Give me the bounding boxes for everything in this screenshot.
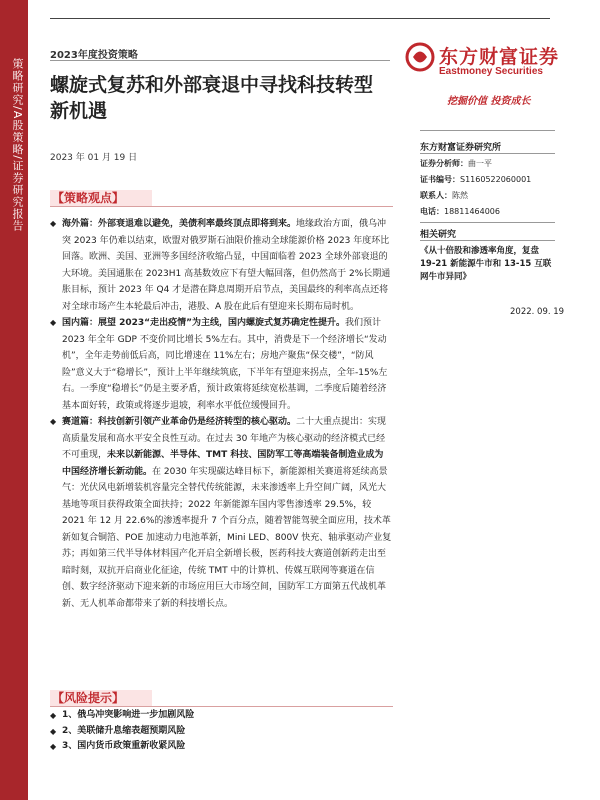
strategy-paragraph-overseas — [50, 216, 392, 315]
report-type: 2023年度投资策略 — [50, 50, 138, 61]
bullet-icon: ◆ — [50, 219, 57, 228]
strategy-paragraph-domestic — [50, 315, 392, 414]
strategy-heading-rule — [50, 206, 393, 207]
research-institute: 东方财富证券研究所 — [420, 143, 502, 153]
risk-list — [50, 708, 392, 755]
bullet-icon: ◆ — [50, 726, 57, 736]
right-top-rule — [420, 130, 555, 131]
right-related-head-rule — [420, 240, 555, 241]
strategy-heading: 【策略观点】 — [50, 190, 152, 206]
paragraph-emphasis: 未来以新能源、半导体、TMT 科技、国防军工等高端装备制造业成为中国经济增长新动能。 — [62, 450, 384, 477]
related-report-link[interactable]: 《从十倍股和渗透率角度，复盘 19-21 新能源牛市和 13-15 互联网牛市异同》 — [420, 246, 552, 282]
brand-logo — [405, 40, 585, 78]
risk-item: ◆ 1、俄乌冲突影响进一步加剧风险 — [62, 708, 392, 724]
report-date: 2023 年 01 月 19 日 — [50, 153, 138, 163]
risk-item: ◆ 3、国内货币政策重新收紧风险 — [62, 739, 392, 755]
paragraph-text: 二十大重点提出：实现高质量发展和高水平安全良性互动。在过去 30 年地产为核心驱动的经济模式已经不可重现， — [62, 417, 387, 460]
risk-item: ◆ 2、美联储升息缩表超预期风险 — [62, 724, 392, 740]
bullet-icon: ◆ — [50, 318, 57, 327]
contact-name: 陈然 — [452, 191, 468, 200]
paragraph-lead: 海外篇：外部衰退难以避免，美债利率最终顶点即将到来。 — [62, 219, 297, 229]
bullet-icon: ◆ — [50, 711, 57, 720]
related-heading: 相关研究 — [420, 230, 457, 240]
contact-line: 联系人：陈然 — [420, 191, 468, 200]
brand-slogan: 挖掘价值 投资成长 — [447, 96, 531, 107]
report-title: 螺旋式复苏和外部衰退中寻找科技转型新机遇 — [50, 74, 374, 122]
logo-name-cn: 东方财富证券 — [439, 46, 560, 68]
paragraph-lead: 赛道篇：科技创新引领产业革命仍是经济转型的核心驱动。 — [62, 417, 297, 427]
risk-heading: 【风险提示】 — [50, 690, 152, 706]
cert-number: S1160522060001 — [460, 175, 532, 184]
paragraph-lead: 国内篇：展望 2023“走出疫情”为主线，国内螺旋式复苏确定性提升。 — [62, 318, 346, 328]
bullet-icon: ◆ — [50, 742, 57, 751]
top-rule — [50, 18, 550, 19]
report-type-rule — [50, 60, 390, 61]
paragraph-text: 在 2030 年实现碳达峰目标下，新能源相关赛道将延续高景气：光伏风电新增装机容量完全替代传统能源，未来渗透率上升空间广阔，风光大基地等项目获得政策全面扶持；2022 年新能源车国内零售渗透率 29.5%，较 2021 年 12 月 22.6%的渗透率提升 7 个百分点，随着智能驾驶全面应用，技术革新如复合铜箔、POE 加速动力电池革新，Mini LED、800V 快充、轴承驱动产业复苏；再如第三代半导体材料国产化开启全新增长极，医药科技大赛道创新药走出至暗时刻，双抗开启商业化征途，传统 TMT 中的计算机、传媒互联网等赛道在信创、数字经济驱动下迎来新的市场应用巨大市场空间，国防军工方面第五代战机革新、无人机革命都带来了新的科技增长点。 — [62, 466, 392, 609]
related-report-date: 2022. 09. 19 — [510, 307, 565, 317]
sidebar-band — [0, 0, 28, 800]
strategy-body — [50, 216, 392, 612]
analyst-name: 曲一平 — [468, 159, 492, 168]
paragraph-text: 地缘政治方面，俄乌冲突 2023 年仍难以结束，欧盟对俄罗斯石油限价推动全球能源价格 2023 年度环比回落。欧洲、美国、亚洲等多国经济收缩凸显，中国面临着 2023 全球外部衰退的大环境。美国通胀在 2023H1 高基数效应下有望大幅回落，但仍然高于 2%长期通胀目标，预计 2023 年 Q4 才是潜在降息周期开启节点，美国最终的利率高点还将对全球市场产生本轮最后冲击，港股、A 股在此后有望迎来长期布局时机。 — [62, 219, 391, 312]
risk-heading-rule — [50, 706, 393, 707]
logo-name-en: Eastmoney Securities — [439, 66, 543, 77]
paragraph-text: 我们预计 2023 年全年 GDP 不变价同比增长 5%左右。其中，消费是下一个经济增长“发动机”，全年走势前低后高，同比增速在 11%左右；房地产聚焦“保交楼”，“防风险”意义大于“稳增长”，预计上半年继续筑底，下半年有望迎来拐点，全年-15%左右。一季度“稳增长”仍是主要矛盾，预计政策将延续宽松基调，二季度后随着经济基本面好转，政策或将逐步退坡，利率水平低位缓慢回升。 — [62, 318, 388, 411]
phone-number: 18811464006 — [444, 207, 500, 216]
logo-icon — [405, 42, 435, 72]
right-related-rule — [420, 222, 555, 223]
bullet-icon: ◆ — [50, 417, 57, 426]
right-org-rule — [420, 153, 555, 154]
analyst-line: 证券分析师：曲一平 — [420, 159, 492, 168]
phone-line: 电话：18811464006 — [420, 207, 500, 216]
cert-line: 证书编号：S1160522060001 — [420, 175, 532, 184]
strategy-paragraph-sectors — [50, 414, 392, 612]
sidebar-category: 策略研究/A股策略/证券研究报告 — [11, 58, 24, 232]
